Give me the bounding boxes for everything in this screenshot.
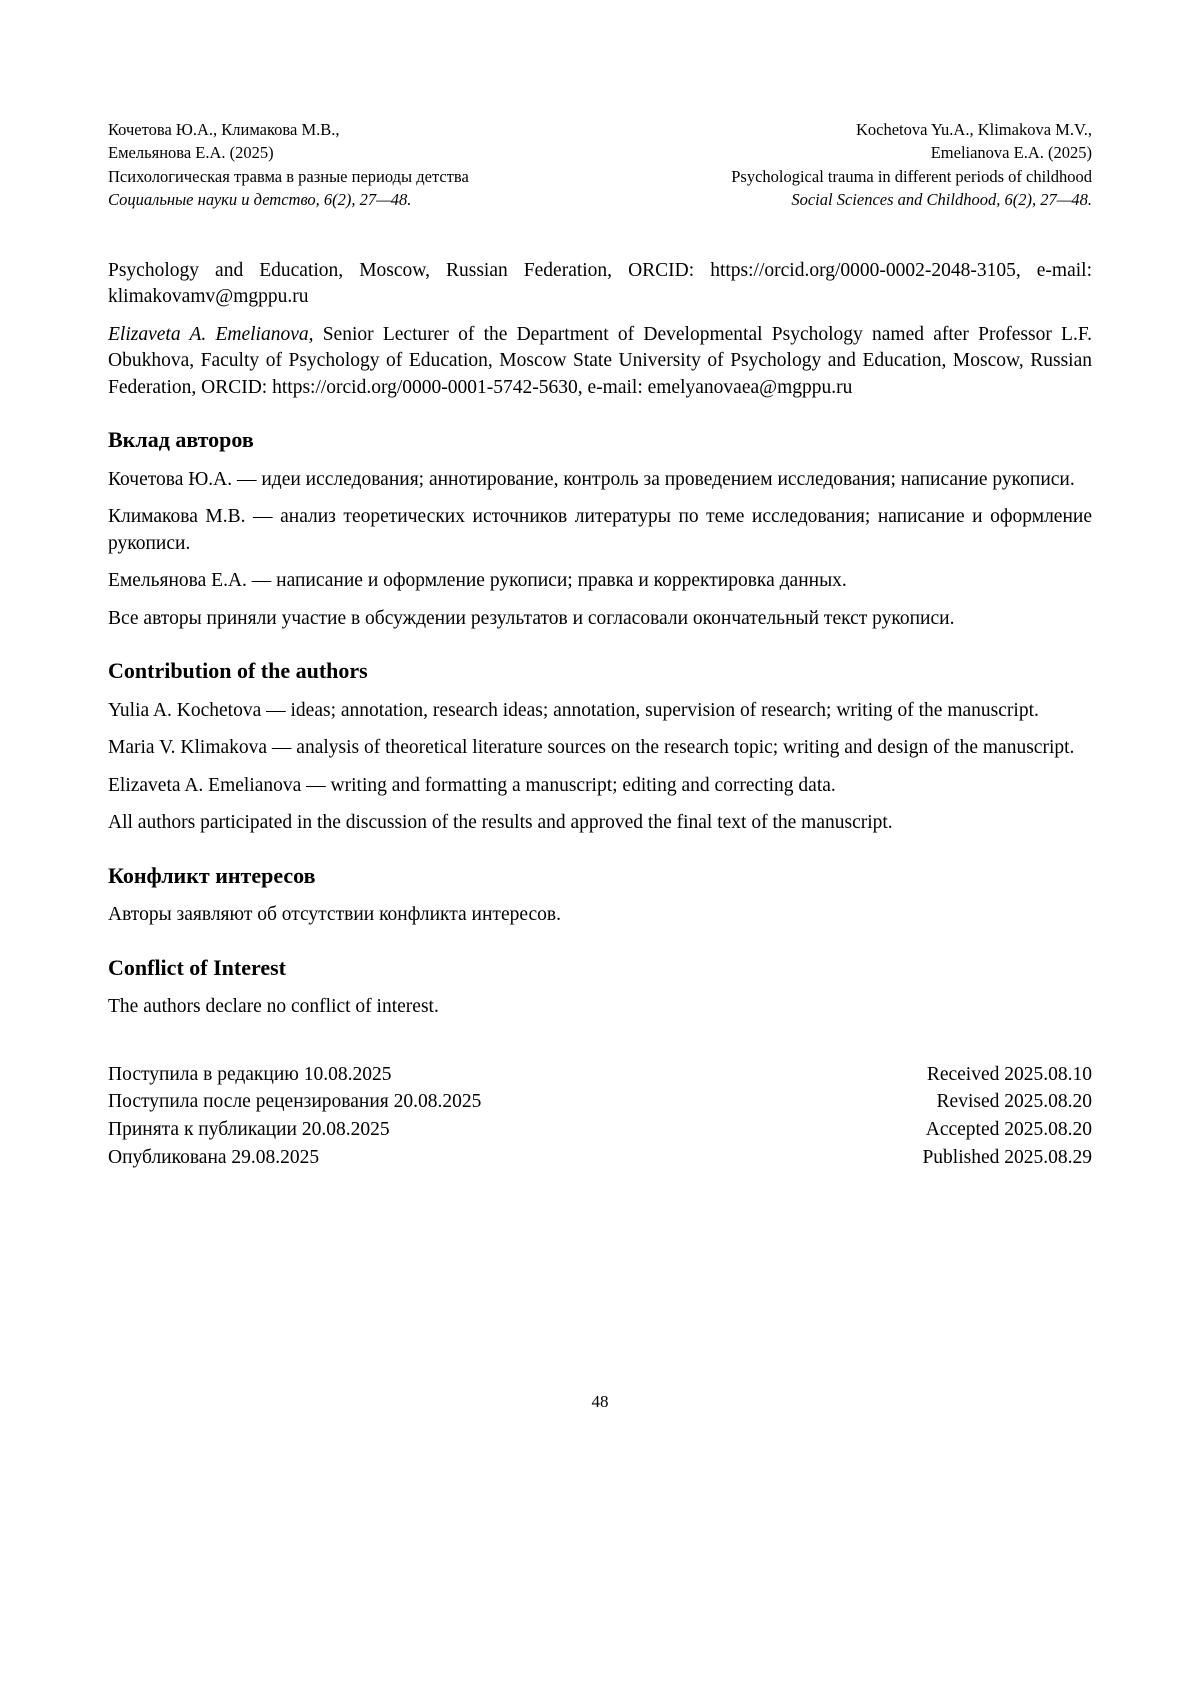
date-received-en: Received 2025.08.10 (926, 1063, 1092, 1085)
contribution-ru-paragraph-1: Кочетова Ю.А. — идеи исследования; аннотирование, контроль за проведением исследования; написание рукописи. (108, 468, 1075, 490)
running-head (108, 118, 1092, 212)
author-name-emelianova: Elizaveta A. Emelianova, (108, 323, 314, 345)
running-head-left-line-1: Кочетова Ю.А., Климакова М.В., (108, 120, 340, 139)
contribution-ru-paragraph-4: Все авторы приняли участие в обсуждении результатов и согласовали окончательный текст рукописи. (108, 607, 955, 629)
heading-contribution-en: Contribution of the authors (108, 658, 368, 684)
heading-conflict-en: Conflict of Interest (108, 954, 286, 980)
running-head-left-line-4: Социальные науки и детство, 6(2), 27—48. (108, 190, 412, 210)
running-head-right-line-3: Psychological trauma in different periods of childhood (731, 166, 1092, 186)
author-affiliation-emelianova: Senior Lecturer of the Department of Developmental Psychology named after Professor L.F. Obukhova, Faculty of Psychology of Education, Moscow State University of Psychology and Education, Moscow, Russian Federation, ORCID: https://orcid.org/0000-0001-5742-5630, e-mail: emelyanovaea@mgppu.ru (108, 323, 1092, 398)
contribution-en-paragraph-4: All authors participated in the discussion of the results and approved the final text of the manuscript. (108, 812, 893, 834)
date-row-accepted (108, 1116, 1092, 1144)
heading-conflict-ru: Конфликт интересов (108, 862, 316, 888)
date-accepted-ru: Принята к публикации 20.08.2025 (108, 1118, 390, 1140)
affiliation-continued-paragraph: Psychology and Education, Moscow, Russian Federation, ORCID: https://orcid.org/0000-0002-2048-3105, e-mail: klimakovamv@mgppu.ru (108, 259, 1092, 308)
heading-contribution-ru: Вклад авторов (108, 427, 254, 453)
publication-dates (108, 1061, 1092, 1172)
running-head-right (630, 118, 1092, 212)
conflict-en-text: The authors declare no conflict of interest. (108, 995, 439, 1017)
running-head-right-line-2: Emelianova E.A. (2025) (930, 143, 1092, 163)
date-revised-en: Revised 2025.08.20 (936, 1091, 1092, 1113)
contribution-en-paragraph-1: Yulia A. Kochetova — ideas; annotation, research ideas; annotation, supervision of research; writing of the manuscript. (108, 699, 1039, 721)
page-number: 48 (591, 1392, 609, 1411)
date-row-published (108, 1144, 1092, 1172)
date-published-ru: Опубликована 29.08.2025 (108, 1146, 320, 1168)
running-head-right-line-4: Social Sciences and Childhood, 6(2), 27—48. (791, 190, 1092, 210)
date-revised-ru: Поступила после рецензирования 20.08.2025 (108, 1091, 482, 1113)
contribution-ru-paragraph-3: Емельянова Е.А. — написание и оформление рукописи; правка и корректировка данных. (108, 570, 847, 592)
date-published-en: Published 2025.08.29 (922, 1146, 1092, 1168)
running-head-left-line-2: Емельянова Е.А. (2025) (108, 143, 274, 163)
date-row-received (108, 1061, 1092, 1089)
running-head-right-line-1: Kochetova Yu.A., Klimakova M.V., (855, 120, 1092, 139)
affiliation-third-author (108, 322, 1092, 402)
date-received-ru: Поступила в редакцию 10.08.2025 (108, 1063, 392, 1085)
date-accepted-en: Accepted 2025.08.20 (925, 1118, 1092, 1140)
date-row-revised (108, 1088, 1092, 1116)
contribution-en-paragraph-2: Maria V. Klimakova — analysis of theoretical literature sources on the research topic; writing and design of the manuscript. (108, 737, 1075, 759)
conflict-ru-text: Авторы заявляют об отсутствии конфликта интересов. (108, 904, 561, 926)
contribution-en-paragraph-3: Elizaveta A. Emelianova — writing and formatting a manuscript; editing and correcting data. (108, 774, 836, 796)
running-head-left-line-3: Психологическая травма в разные периоды детства (108, 166, 469, 186)
contribution-ru-paragraph-2: Климакова М.В. — анализ теоретических источников литературы по теме исследования; написание и оформление рукописи. (108, 506, 1092, 554)
running-head-left (108, 118, 570, 212)
